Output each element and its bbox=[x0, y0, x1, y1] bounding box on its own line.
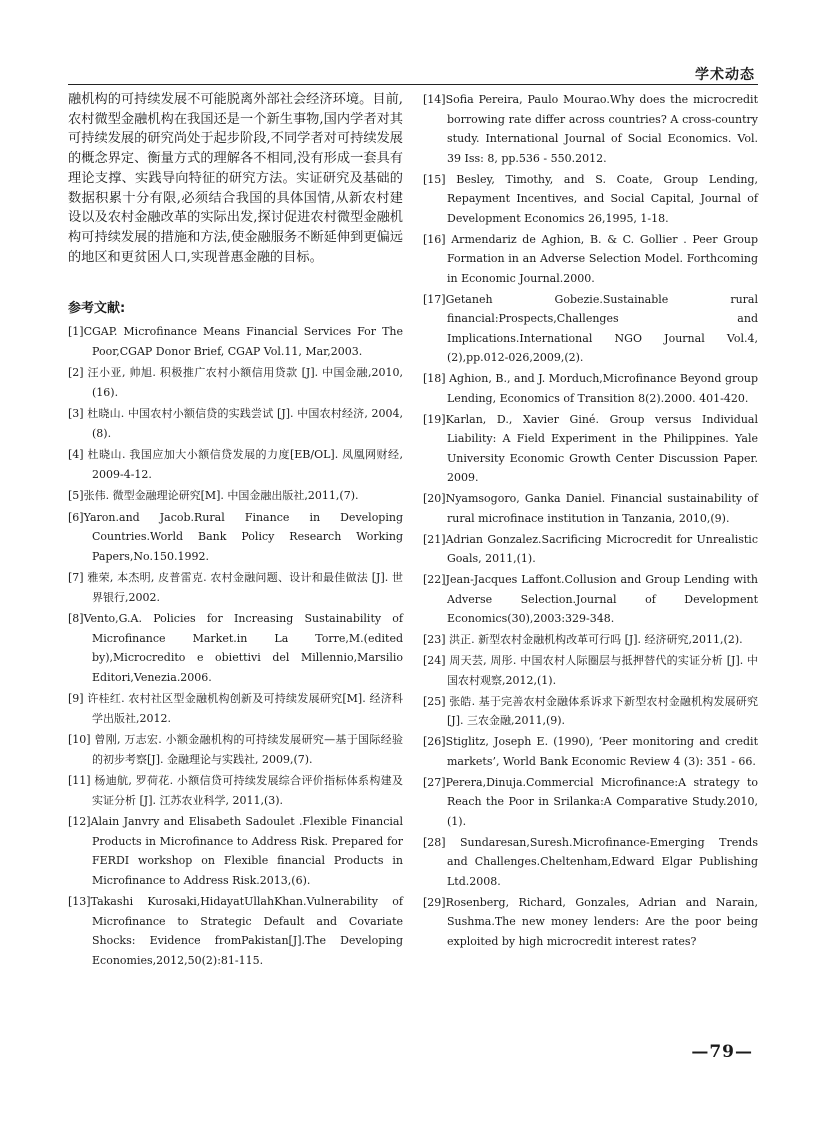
reference-item-19: [19]Karlan, D., Xavier Giné. Group versus Individual Liability: A Field Experiment in the Philippines. Yale University Economic Growth Center Discussion Paper. 2009. bbox=[423, 412, 758, 484]
right-column bbox=[423, 90, 758, 953]
reference-item-15: [15] Besley, Timothy, and S. Coate, Group Lending, Repayment Incentives, and Social Capital, Journal of Development Economics 26,1995, 1-18. bbox=[423, 172, 758, 225]
reference-item-9: [9] 许桂红. 农村社区型金融机构创新及可持续发展研究[M]. 经济科学出版社,2012. bbox=[68, 692, 403, 725]
reference-item-20: [20]Nyamsogoro, Ganka Daniel. Financial sustainability of rural microfinace institution in Tanzania, 2010,(9). bbox=[423, 492, 758, 525]
header-rule bbox=[68, 84, 758, 85]
reference-item-12: [12]Alain Janvry and Elisabeth Sadoulet .Flexible Financial Products in Microfinance to Address Risk. Prepared for FERDI workshop on Flexible financial Products in Microfinance to Address Risk.2013,(6). bbox=[68, 815, 403, 887]
reference-item-27: [27]Perera,Dinuja.Commercial Microfinance:A strategy to Reach the Poor in Srilanka:A Comparative Study.2010,(1). bbox=[423, 775, 758, 828]
reference-item-8: [8]Vento,G.A. Policies for Increasing Sustainability of Microfinance Market.in La Torre,M.(edited by),Microcredito e obiettivi del Millennio,Marsilio Editori,Venezia.2006. bbox=[68, 612, 403, 684]
reference-item-4: [4] 杜晓山. 我国应加大小额信贷发展的力度[EB/OL]. 凤凰网财经, 2009-4-12. bbox=[68, 448, 403, 481]
reference-item-18: [18] Aghion, B., and J. Morduch,Microfinance Beyond group Lending, Economics of Transition 8(2).2000. 401-420. bbox=[423, 372, 758, 405]
references-heading: 参考文献: bbox=[68, 301, 126, 317]
reference-item-21: [21]Adrian Gonzalez.Sacrificing Microcredit for Unrealistic Goals, 2011,(1). bbox=[423, 532, 758, 565]
reference-item-2: [2] 汪小亚, 帅旭. 积极推广农村小额信用贷款 [J]. 中国金融,2010,(16). bbox=[68, 366, 403, 399]
reference-item-23: [23] 洪正. 新型农村金融机构改革可行吗 [J]. 经济研究,2011,(2). bbox=[423, 633, 743, 646]
reference-item-14: [14]Sofia Pereira, Paulo Mourao.Why does the microcredit borrowing rate differ across countries? A cross-country study. International Journal of Social Economics. Vol. 39 Iss: 8, pp.536 - 550.2012. bbox=[423, 93, 758, 165]
left-column bbox=[68, 90, 403, 972]
reference-item-24: [24] 周天芸, 周彤. 中国农村人际圈层与抵押替代的实证分析 [J]. 中国农村观察,2012,(1). bbox=[423, 654, 758, 687]
reference-item-25: [25] 张皓. 基于完善农村金融体系诉求下新型农村金融机构发展研究 [J]. 三农金融,2011,(9). bbox=[423, 694, 758, 727]
reference-item-1: [1]CGAP. Microfinance Means Financial Services For The Poor,CGAP Donor Brief, CGAP Vol.11, Mar,2003. bbox=[68, 325, 403, 358]
page-number: —79— bbox=[691, 1042, 753, 1062]
reference-item-11: [11] 杨迪航, 罗荷花. 小额信贷可持续发展综合评价指标体系构建及实证分析 [J]. 江苏农业科学, 2011,(3). bbox=[68, 774, 403, 807]
reference-item-16: [16] Armendariz de Aghion, B. & C. Gollier . Peer Group Formation in an Adverse Selection Model. Forthcoming in Economic Journal.2000. bbox=[423, 232, 758, 285]
reference-item-6: [6]Yaron.and Jacob.Rural Finance in Developing Countries.World Bank Policy Research Working Papers,No.150.1992. bbox=[68, 510, 403, 563]
reference-item-17: [17]Getaneh Gobezie.Sustainable rural financial:Prospects,Challenges and Implications.International NGO Journal Vol.4,(2),pp.012-026,2009,(2). bbox=[423, 292, 758, 364]
reference-list-right bbox=[423, 90, 758, 951]
reference-item-22: [22]Jean-Jacques Laffont.Collusion and Group Lending with Adverse Selection.Journal of Development Economics(30),2003:329-348. bbox=[423, 573, 758, 625]
reference-item-5: [5]张伟. 微型金融理论研究[M]. 中国金融出版社,2011,(7). bbox=[68, 489, 359, 503]
reference-item-26: [26]Stiglitz, Joseph E. (1990), ‘Peer monitoring and credit markets’, World Bank Economic Review 4 (3): 351 - 66. bbox=[423, 735, 758, 768]
reference-item-13: [13]Takashi Kurosaki,HidayatUllahKhan.Vulnerability of Microfinance to Strategic Default and Covariate Shocks: Evidence fromPakistan[J].The Developing Economies,2012,50(2):81-115. bbox=[68, 895, 403, 967]
reference-item-29: [29]Rosenberg, Richard, Gonzales, Adrian and Narain, Sushma.The new money lenders: Are the poor being exploited by high microcredit interest rates? bbox=[423, 895, 758, 948]
reference-item-3: [3] 杜晓山. 中国农村小额信贷的实践尝试 [J]. 中国农村经济, 2004,(8). bbox=[68, 407, 403, 440]
reference-item-10: [10] 曾刚, 万志宏. 小额金融机构的可持续发展研究—基于国际经验的初步考察[J]. 金融理论与实践社, 2009,(7). bbox=[68, 733, 403, 766]
reference-item-7: [7] 雅荣, 本杰明, 皮普雷克. 农村金融问题、设计和最佳做法 [J]. 世界银行,2002. bbox=[68, 571, 403, 604]
reference-item-28: [28] Sundaresan,Suresh.Microfinance-Emerging Trends and Challenges.Cheltenham,Edward Elgar Publishing Ltd.2008. bbox=[423, 835, 758, 888]
reference-list-left bbox=[68, 322, 403, 970]
section-header-label: 学术动态 bbox=[695, 67, 755, 83]
intro-paragraph: 融机构的可持续发展不可能脱离外部社会经济环境。目前,农村微型金融机构在我国还是一个新生事物,国内学者对其可持续发展的研究尚处于起步阶段,不同学者对可持续发展的概念界定、衡量方式的理解各不相同,没有形成一套具有理论支撑、实践导向特征的研究方法。实证研究及基础的数据积累十分有限,必须结合我国的具体国情,从新农村建设以及农村金融改革的实际出发,探讨促进农村微型金融机构可持续发展的措施和方法,使金融服务不断延伸到更偏远的地区和更贫困人口,实现普惠金融的目标。 bbox=[68, 92, 403, 265]
